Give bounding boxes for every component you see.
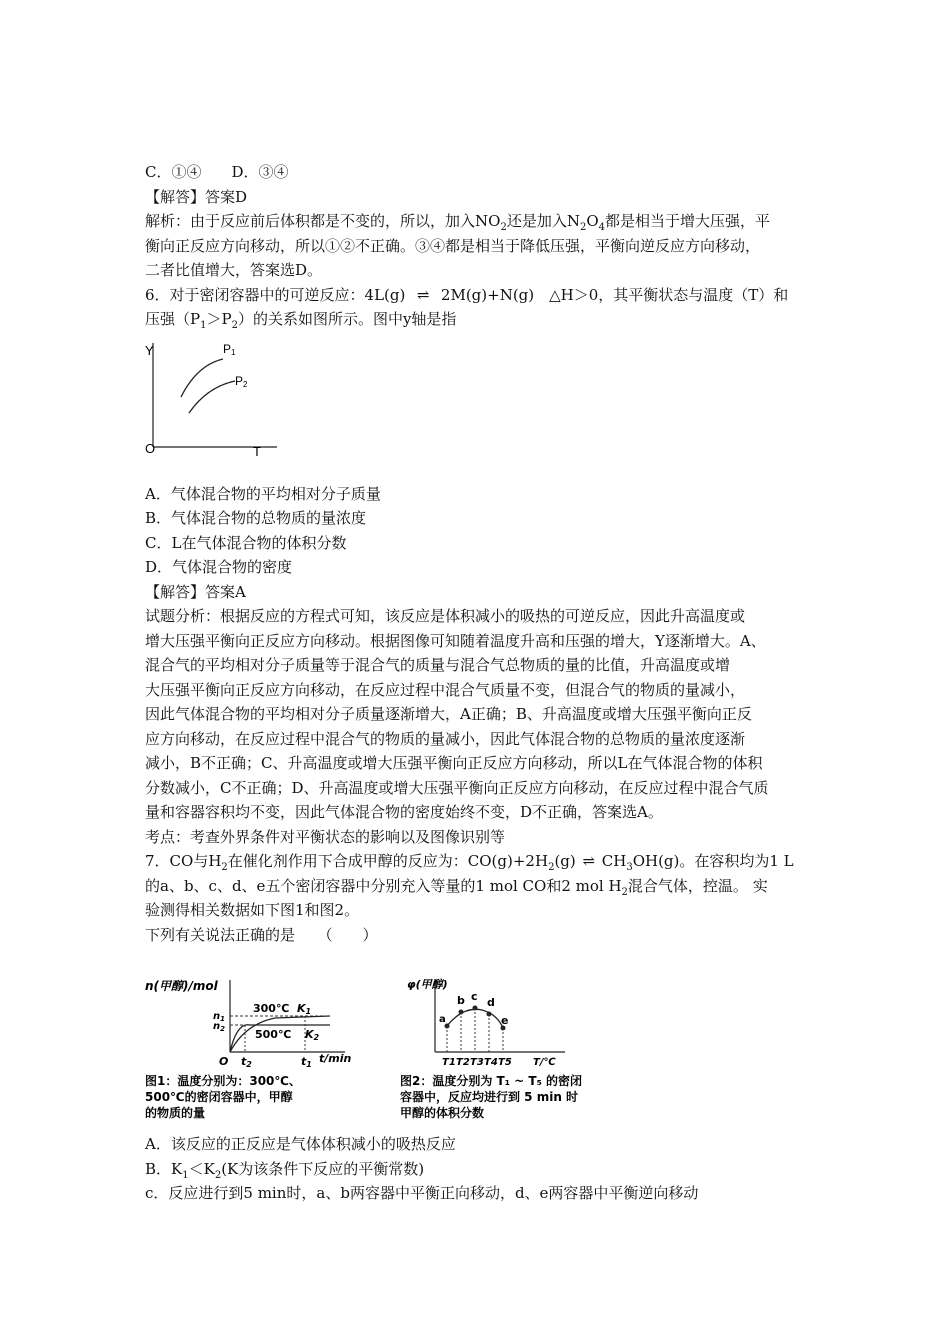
q6-pt-graph	[145, 337, 285, 457]
fig2-label-d: d	[487, 996, 495, 1009]
q6-stem-line1: 6．对于密闭容器中的可逆反应：4L(g) ⇌ 2M(g)+N(g) △H＞0，其平衡状态与温度（T）和	[145, 283, 825, 308]
y-axis-label: Y	[145, 343, 154, 358]
q7-stem-line2: 的a、b、c、d、e五个密闭容器中分别充入等量的1 mol CO和2 mol $H_2$混合气体，控温。 实	[145, 876, 768, 898]
equilibrium-arrow-icon: ⇌	[416, 285, 430, 304]
fig2-caption-3: 甲醇的体积分数	[400, 1106, 485, 1120]
fig1-caption-1: 图1：温度分别为：300℃、	[145, 1074, 301, 1088]
q5-analysis-line3: 二者比值增大，答案选D。	[145, 261, 323, 279]
fig1-t1: t1	[301, 1055, 312, 1069]
q5-analysis-line1: 解析：由于反应前后体积都是不变的，所以，加入$NO_2$还是加入$N_2O_4$都是相当于增大压强，平	[145, 212, 771, 233]
q7-option-b: B．$K_1<K_2(K$为该条件下反应的平衡常数)	[145, 1159, 425, 1181]
fig2-xlabel: T/℃	[533, 1057, 556, 1068]
fig2-tick-t5: T5	[498, 1057, 512, 1068]
fig2-tick-t4: T4	[484, 1057, 498, 1068]
fig2-label-e: e	[501, 1014, 509, 1027]
q6-point: 考点：考查外界条件对平衡状态的影响以及图像识别等	[145, 827, 506, 846]
q7-option-c: c．反应进行到5 min时，a、b两容器中平衡正向移动，d、e两容器中平衡逆向移动	[145, 1184, 699, 1202]
fig2-caption-2: 容器中，反应均进行到 5 min 时	[400, 1090, 579, 1104]
fig1-t2: t2	[241, 1055, 252, 1069]
q7-figures	[145, 972, 645, 1124]
q7-stem-line3: 验测得相关数据如下图1和图2。	[145, 901, 360, 919]
x-axis-label: T	[253, 444, 261, 457]
equilibrium-arrow-icon: ⇌	[582, 852, 596, 870]
fig2-label-a: a	[439, 1014, 446, 1025]
fig2-label-b: b	[457, 994, 465, 1007]
q6-analysis-8: 分数减小，C不正确；D、升高温度或增大压强平衡向正反应方向移动，在反应过程中混合气质	[145, 778, 769, 797]
q6-option-c: C．L在气体混合物的体积分数	[145, 533, 347, 552]
fig1-n2: $n_2$	[213, 1021, 225, 1033]
q6-option-a: A．气体混合物的平均相对分子质量	[145, 484, 381, 503]
curve-p1	[181, 359, 223, 397]
q6-analysis-4: 大压强平衡向正反应方向移动，在反应过程中混合气质量不变，但混合气的物质的量减小，	[145, 680, 746, 699]
q7-stem-line4: 下列有关说法正确的是 （ ）	[145, 925, 378, 944]
fig2-tick-t3: T3	[470, 1057, 484, 1068]
q6-analysis-5: 因此气体混合物的平均相对分子质量逐渐增大，A正确；B、升高温度或增大压强平衡向正反	[145, 705, 752, 723]
q5-analysis-line2: 衡向正反应方向移动，所以①②不正确。③④都是相当于降低压强，平衡向逆反应方向移动，	[145, 236, 761, 255]
q7-stem-line1: 7．CO与$H_2$在催化剂作用下合成甲醇的反应为：$CO(g)+2H_2(g)$ ⇌ $CH_3OH(g)$。在容积均为1 L	[145, 849, 825, 874]
q6-analysis-1: 试题分析：根据反应的方程式可知，该反应是体积减小的吸热的可逆反应，因此升高温度或	[145, 607, 746, 625]
q6-analysis-3: 混合气的平均相对分子质量等于混合气的质量与混合气总物质的量的比值，升高温度或增	[145, 656, 731, 674]
fig2-label-c: c	[471, 990, 478, 1003]
fig1-xlabel: t/min	[319, 1052, 352, 1065]
q6-option-d: D．气体混合物的密度	[145, 558, 293, 576]
fig1-n1: $n_1$	[213, 1011, 225, 1023]
q6-analysis-6: 应方向移动，在反应过程中混合气的物质的量减小，因此气体混合物的总物质的量浓度逐渐	[145, 729, 746, 748]
curve-p2	[189, 381, 235, 413]
fig1-caption-2: 500℃的密闭容器中，甲醇	[145, 1090, 293, 1104]
q6-option-b: B．气体混合物的总物质的量浓度	[145, 509, 367, 527]
p1-label: P1	[223, 342, 236, 357]
fig1-label-500: 500℃	[255, 1028, 292, 1041]
q6-analysis-2: 增大压强平衡向正反应方向移动。根据图像可知随着温度升高和压强的增大，Y逐渐增大。A、	[145, 631, 766, 650]
fig2-tick-t1: T1	[442, 1057, 456, 1068]
fig2-tick-t2: T2	[456, 1057, 470, 1068]
fig2-ylabel: φ(甲醇)	[407, 978, 448, 991]
q7-option-a: A．该反应的正反应是气体体积减小的吸热反应	[145, 1135, 456, 1153]
q5-options-cd: C．①④ D．③④	[145, 163, 289, 181]
q5-answer: 【解答】答案D	[145, 187, 248, 206]
fig1-k1: K1	[297, 1002, 312, 1016]
fig1-origin: O	[219, 1055, 229, 1068]
fig1-label-300: 300℃	[253, 1002, 290, 1015]
fig1-ylabel: n(甲醇)/mol	[145, 979, 218, 993]
origin-label: O	[145, 441, 156, 456]
figure-1	[145, 979, 352, 1120]
fig1-caption-3: 的物质的量	[145, 1106, 206, 1120]
fig2-caption-1: 图2：温度分别为 T₁ ~ T₅ 的密闭	[400, 1074, 582, 1088]
q6-analysis-7: 减小，B不正确；C、升高温度或增大压强平衡向正反应方向移动，所以L在气体混合物的体积	[145, 754, 763, 772]
fig1-k2: K2	[305, 1028, 320, 1042]
figure-2	[400, 978, 582, 1120]
p2-label: P2	[235, 374, 248, 389]
q6-answer: 【解答】答案A	[145, 582, 246, 601]
q6-stem-line2: 压强$(P_1>P_2)$的关系如图所示。图中y轴是指	[145, 310, 457, 331]
q6-analysis-9: 量和容器容积均不变，因此气体混合物的密度始终不变，D不正确，答案选A。	[145, 803, 663, 821]
